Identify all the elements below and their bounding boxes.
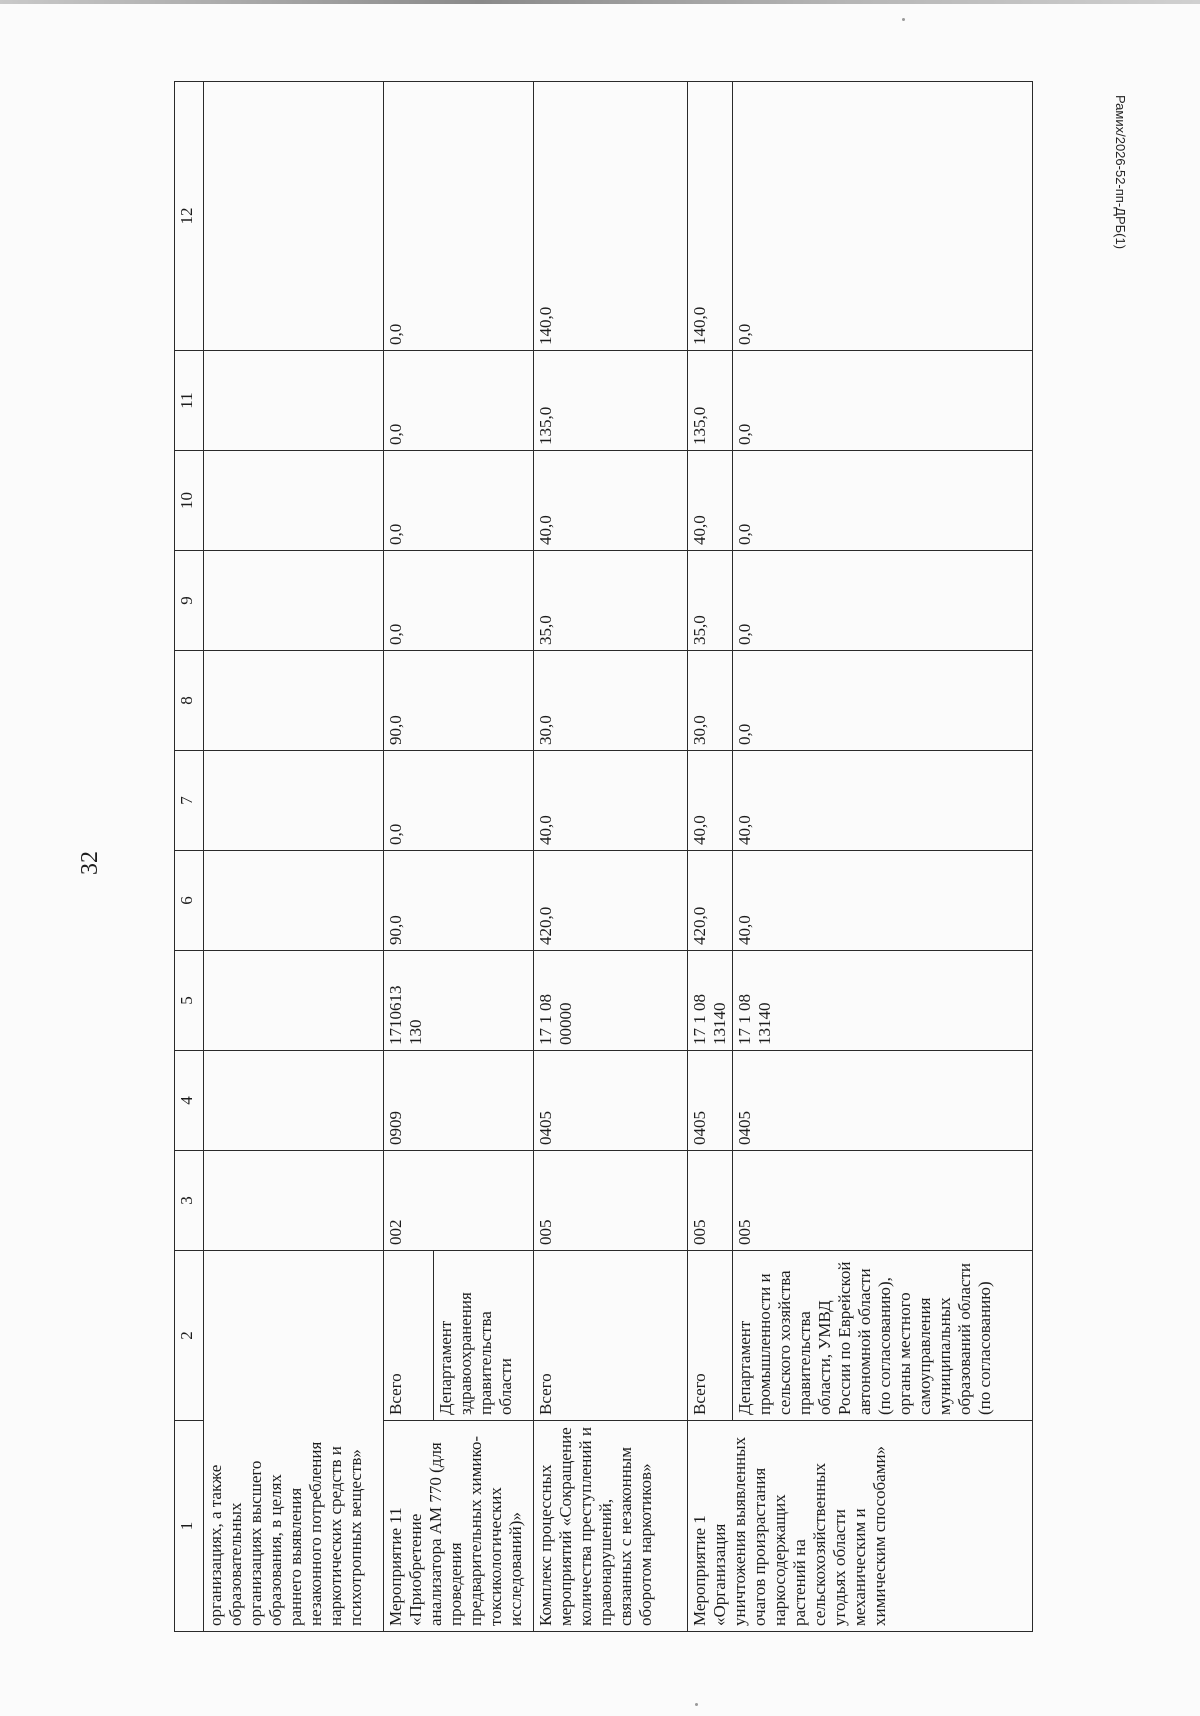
executor-cell: Всего [384, 1251, 434, 1421]
value-cell: 40,0 [733, 751, 1033, 851]
value-cell: 30,0 [534, 651, 688, 751]
executor-cell: Департамент здравоохранения правительства области [434, 1251, 534, 1421]
value-cell: 40,0 [534, 451, 688, 551]
value-cell: 0,0 [733, 351, 1033, 451]
column-number: 11 [175, 351, 204, 451]
column-number: 8 [175, 651, 204, 751]
value-cell: 0,0 [733, 651, 1033, 751]
document-id: Рамих/2026-52-пп-ДРБ(1) [1113, 94, 1128, 250]
value-cell: 1710613 130 [384, 951, 534, 1051]
scan-edge [0, 0, 1200, 4]
value-cell: 40,0 [534, 751, 688, 851]
value-cell: 005 [534, 1151, 688, 1251]
scan-speck [902, 18, 905, 21]
activity-name-cell: организациях, а также образовательных организациях высшего образования, в целях раннего выявления незаконного потребления наркотических средств и психотропных веществ» [204, 1251, 384, 1632]
value-cell: 420,0 [688, 851, 733, 951]
table-row [384, 82, 434, 1632]
value-cell: 17 1 08 00000 [534, 951, 688, 1051]
value-cell: 0405 [733, 1051, 1033, 1151]
value-cell: 30,0 [688, 651, 733, 751]
value-cell: 0,0 [384, 82, 534, 351]
value-cell [204, 1051, 384, 1151]
value-cell: 0,0 [733, 82, 1033, 351]
value-cell: 0,0 [733, 451, 1033, 551]
value-cell: 140,0 [534, 82, 688, 351]
value-cell: 005 [688, 1151, 733, 1251]
activity-name-cell: Мероприятие 11 «Приобретение анализатора АМ 770 (для проведения предварительных химико-токсикологических исследований)» [384, 1421, 534, 1632]
executor-cell: Департамент промышленности и сельского хозяйства правительства области, УМВД России по Еврейской автономной области (по согласованию), органы местного самоуправления муниципальных образований области (по согласованию) [733, 1251, 1033, 1421]
column-number: 12 [175, 82, 204, 351]
value-cell: 005 [733, 1151, 1033, 1251]
column-number: 4 [175, 1051, 204, 1151]
value-cell: 0,0 [733, 551, 1033, 651]
value-cell: 0,0 [384, 551, 534, 651]
value-cell: 90,0 [384, 651, 534, 751]
value-cell: 0,0 [384, 451, 534, 551]
column-number: 7 [175, 751, 204, 851]
value-cell: 0,0 [384, 351, 534, 451]
budget-table [174, 81, 1033, 1632]
value-cell: 40,0 [688, 451, 733, 551]
value-cell [204, 851, 384, 951]
value-cell: 35,0 [688, 551, 733, 651]
table-row [204, 82, 384, 1632]
column-number: 10 [175, 451, 204, 551]
table-header-row [175, 82, 204, 1632]
value-cell: 0909 [384, 1051, 534, 1151]
value-cell: 17 1 08 13140 [688, 951, 733, 1051]
column-number: 5 [175, 951, 204, 1051]
value-cell: 135,0 [688, 351, 733, 451]
scan-speck [695, 1703, 698, 1706]
executor-cell: Всего [534, 1251, 688, 1421]
value-cell [204, 651, 384, 751]
value-cell [204, 351, 384, 451]
value-cell: 0,0 [384, 751, 534, 851]
column-number: 1 [175, 1421, 204, 1632]
value-cell [204, 451, 384, 551]
column-number: 3 [175, 1151, 204, 1251]
value-cell [204, 1151, 384, 1251]
value-cell: 0405 [534, 1051, 688, 1151]
value-cell: 0405 [688, 1051, 733, 1151]
value-cell: 135,0 [534, 351, 688, 451]
value-cell: 40,0 [688, 751, 733, 851]
value-cell [204, 551, 384, 651]
value-cell: 420,0 [534, 851, 688, 951]
table-row [733, 82, 1033, 1632]
value-cell: 40,0 [733, 851, 1033, 951]
value-cell [204, 82, 384, 351]
value-cell [204, 951, 384, 1051]
value-cell: 140,0 [688, 82, 733, 351]
column-number: 2 [175, 1251, 204, 1421]
table-row [688, 82, 733, 1632]
activity-name-cell: Мероприятие 1 «Организация уничтожения выявленных очагов произрастания наркосодержащих растений на сельскохозяйственных угодьях области механическим и химическим способами» [688, 1421, 1033, 1632]
column-number: 9 [175, 551, 204, 651]
value-cell: 35,0 [534, 551, 688, 651]
rotated-table-container [174, 82, 1072, 1632]
value-cell [204, 751, 384, 851]
value-cell: 17 1 08 13140 [733, 951, 1033, 1051]
executor-cell: Всего [688, 1251, 733, 1421]
value-cell: 002 [384, 1151, 534, 1251]
page-number: 32 [77, 851, 103, 875]
activity-name-cell: Комплекс процессных мероприятий «Сокращение количества преступлений и правонарушений, связанных с незаконным оборотом наркотиков» [534, 1421, 688, 1632]
column-number: 6 [175, 851, 204, 951]
table-row [534, 82, 688, 1632]
value-cell: 90,0 [384, 851, 534, 951]
